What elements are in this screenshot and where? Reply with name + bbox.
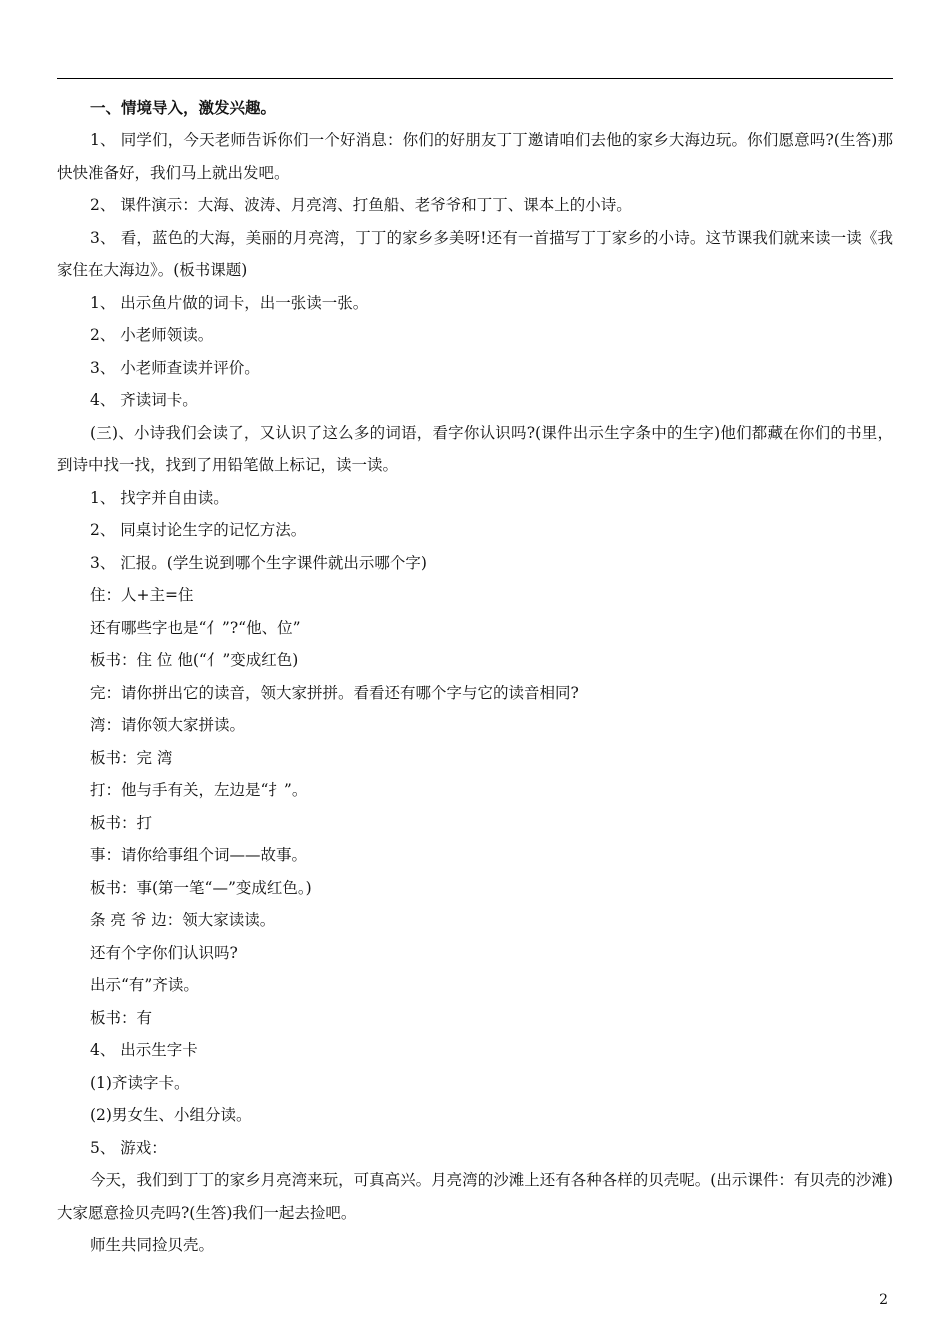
header-rule <box>57 78 893 79</box>
paragraph: 3、 汇报。(学生说到哪个生字课件就出示哪个字) <box>90 553 427 572</box>
paragraph: 板书：打 <box>90 813 153 832</box>
paragraph: 2、 课件演示：大海、波涛、月亮湾、打鱼船、老爷爷和丁丁、课本上的小诗。 <box>90 196 632 214</box>
paragraph: 条 亮 爷 边：领大家读读。 <box>90 911 276 929</box>
paragraph: 1、 找字并自由读。 <box>90 488 229 507</box>
section-heading: 一、情境导入，激发兴趣。 <box>90 98 277 117</box>
paragraph: 完：请你拼出它的读音，领大家拼拼。看看还有哪个字与它的读音相同? <box>90 683 579 702</box>
paragraph: 板书：有 <box>90 1008 153 1027</box>
paragraph: (1)齐读字卡。 <box>90 1073 190 1092</box>
paragraph: 4、 出示生字卡 <box>90 1041 198 1059</box>
document-body <box>57 92 893 1262</box>
paragraph: 住：人+主=住 <box>90 586 194 604</box>
paragraph: 5、 游戏： <box>90 1138 167 1157</box>
paragraph: 4、 齐读词卡。 <box>90 391 198 409</box>
paragraph: 今天，我们到丁丁的家乡月亮湾来玩，可真高兴。月亮湾的沙滩上还有各种各样的贝壳呢。(出示课件：有贝壳的沙滩)大家愿意捡贝壳吗?(生答)我们一起去捡吧。 <box>57 1171 893 1222</box>
paragraph: (三)、小诗我们会读了，又认识了这么多的词语，看字你认识吗?(课件出示生字条中的生字)他们都藏在你们的书里，到诗中找一找，找到了用铅笔做上标记，读一读。 <box>57 423 893 474</box>
paragraph: 板书：住 位 他(“亻”变成红色) <box>90 651 299 669</box>
paragraph: 还有哪些字也是“亻”?“他、位” <box>90 618 301 637</box>
paragraph: 事：请你给事组个词——故事。 <box>90 846 308 864</box>
paragraph: 湾：请你领大家拼读。 <box>90 716 246 734</box>
paragraph: (2)男女生、小组分读。 <box>90 1106 252 1124</box>
paragraph: 1、 同学们，今天老师告诉你们一个好消息：你们的好朋友丁丁邀请咱们去他的家乡大海边玩。你们愿意吗?(生答)那快快准备好，我们马上就出发吧。 <box>57 131 893 182</box>
paragraph: 打：他与手有关，左边是“扌”。 <box>90 781 308 799</box>
paragraph: 出示“有”齐读。 <box>90 976 199 994</box>
paragraph-list <box>57 124 893 1262</box>
paragraph: 板书：事(第一笔“—”变成红色。) <box>90 878 312 897</box>
paragraph: 还有个字你们认识吗? <box>90 943 238 962</box>
paragraph: 2、 同桌讨论生字的记忆方法。 <box>90 521 307 539</box>
paragraph: 3、 小老师查读并评价。 <box>90 358 260 377</box>
paragraph: 师生共同捡贝壳。 <box>90 1236 215 1254</box>
paragraph: 3、 看，蓝色的大海，美丽的月亮湾，丁丁的家乡多美呀!还有一首描写丁丁家乡的小诗。这节课我们就来读一读《我家住在大海边》。(板书课题) <box>57 228 893 279</box>
paragraph: 1、 出示鱼片做的词卡，出一张读一张。 <box>90 293 369 312</box>
page-number: 2 <box>879 1292 888 1308</box>
paragraph: 板书：完 湾 <box>90 748 173 767</box>
paragraph: 2、 小老师领读。 <box>90 326 214 344</box>
